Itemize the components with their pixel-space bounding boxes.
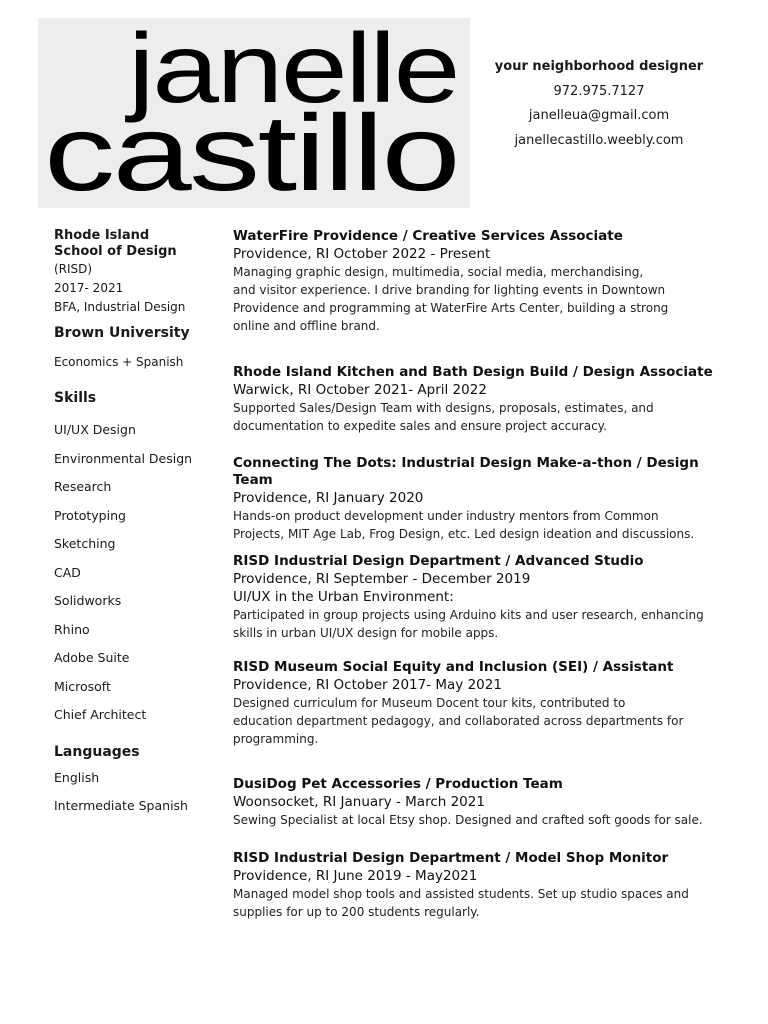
job-description-line: Supported Sales/Design Team with designs, proposals, estimates, and xyxy=(233,401,654,415)
experience-item xyxy=(233,553,733,642)
skill-item: CAD xyxy=(54,564,81,580)
experience-item xyxy=(233,776,733,829)
job-description-line: education department pedagogy, and collaborated across departments for xyxy=(233,714,684,728)
experience-item xyxy=(233,364,733,435)
email-address[interactable]: janelleua@gmail.com xyxy=(528,108,670,123)
name-logo-art xyxy=(38,18,470,208)
job-description-line: Hands-on product development under industry mentors from Common xyxy=(233,509,659,523)
skill-item: Solidworks xyxy=(54,593,122,608)
skill-item: Adobe Suite xyxy=(54,650,130,665)
job-location-date: Providence, RI October 2017- May 2021 xyxy=(233,677,502,693)
job-title: RISD Industrial Design Department / Advanced Studio xyxy=(233,553,644,569)
school-abbr: (RISD) xyxy=(54,262,93,276)
job-location-date: Woonsocket, RI January - March 2021 xyxy=(233,794,485,810)
education-brown xyxy=(54,325,222,372)
skills-section xyxy=(54,390,222,730)
logo-line-1: janelle xyxy=(124,18,458,123)
contact-info xyxy=(474,55,724,153)
logo-line-2: castillo xyxy=(44,92,458,208)
skill-item: Sketching xyxy=(54,536,116,551)
skills-heading: Skills xyxy=(54,390,97,406)
job-location-date: Warwick, RI October 2021- April 2022 xyxy=(233,382,487,398)
skill-item: Rhino xyxy=(54,621,90,637)
job-description-line: supplies for up to 200 students regularly. xyxy=(233,905,480,919)
experience-item xyxy=(233,659,733,748)
languages-heading: Languages xyxy=(54,743,140,760)
job-description xyxy=(233,694,733,748)
job-description-line: Managing graphic design, multimedia, social media, merchandising, xyxy=(233,265,644,279)
education-risd xyxy=(54,228,222,317)
job-description-line: Projects, MIT Age Lab, Frog Design, etc. Led design ideation and discussions. xyxy=(233,527,695,541)
job-description xyxy=(233,606,733,642)
job-title: DusiDog Pet Accessories / Production Team xyxy=(233,776,563,792)
skill-item: Environmental Design xyxy=(54,450,193,466)
languages-section xyxy=(54,744,222,821)
school-degree: BFA, Industrial Design xyxy=(54,300,186,314)
job-description-line: Providence and programming at WaterFire Arts Center, building a strong xyxy=(233,301,669,315)
school-years: 2017- 2021 xyxy=(54,281,124,295)
job-title: RISD Industrial Design Department / Model Shop Monitor xyxy=(233,850,669,866)
job-description-line: programming. xyxy=(233,732,319,746)
job-description xyxy=(233,811,733,829)
skill-item: Prototyping xyxy=(54,507,126,523)
brown-study: Economics + Spanish xyxy=(54,355,184,369)
website-link[interactable]: janellecastillo.weebly.com xyxy=(514,132,684,148)
job-description-line: Sewing Specialist at local Etsy shop. Designed and crafted soft goods for sale. xyxy=(233,813,703,827)
name-logo xyxy=(38,18,470,208)
tagline: your neighborhood designer xyxy=(494,59,704,74)
job-description xyxy=(233,885,733,921)
job-description-line: online and offline brand. xyxy=(233,319,380,333)
job-description xyxy=(233,507,733,543)
job-location-date: Providence, RI September - December 2019 xyxy=(233,571,531,587)
brown-name: Brown University xyxy=(54,325,190,341)
job-description-line: and visitor experience. I drive branding for lighting events in Downtown xyxy=(233,283,666,297)
experience-item xyxy=(233,850,733,921)
job-description-line: skills in urban UI/UX design for mobile apps. xyxy=(233,626,499,640)
skill-item: Chief Architect xyxy=(54,707,147,722)
job-description-line: Designed curriculum for Museum Docent tour kits, contributed to xyxy=(233,696,626,710)
job-description-line: documentation to expedite sales and ensure project accuracy. xyxy=(233,419,607,433)
job-description-line: Managed model shop tools and assisted students. Set up studio spaces and xyxy=(233,887,689,901)
languages-list xyxy=(54,764,222,821)
sidebar xyxy=(54,228,222,821)
job-description xyxy=(233,263,733,335)
experience-item xyxy=(233,228,733,335)
job-title: Rhode Island Kitchen and Bath Design Build / Design Associate xyxy=(233,364,713,380)
phone-number: 972.975.7127 xyxy=(553,83,645,99)
job-description xyxy=(233,399,733,435)
job-title: Connecting The Dots: Industrial Design Make-a-thon / Design Team xyxy=(233,455,699,488)
job-location-date: Providence, RI October 2022 - Present xyxy=(233,246,491,262)
job-title: RISD Museum Social Equity and Inclusion (SEI) / Assistant xyxy=(233,659,674,675)
job-location-date: Providence, RI June 2019 - May2021 xyxy=(233,868,478,884)
job-description-line: Participated in group projects using Arduino kits and user research, enhancing xyxy=(233,608,704,622)
job-subtitle: UI/UX in the Urban Environment: xyxy=(233,589,454,605)
experience-item xyxy=(233,455,733,543)
skill-item: Microsoft xyxy=(54,678,111,694)
language-item: Intermediate Spanish xyxy=(54,798,188,813)
school-name-line-2: School of Design xyxy=(54,244,177,259)
school-name-line-1: Rhode Island xyxy=(54,228,150,243)
job-location-date: Providence, RI January 2020 xyxy=(233,490,424,506)
skill-item: Research xyxy=(54,479,112,494)
skill-item: UI/UX Design xyxy=(54,422,136,437)
language-item: English xyxy=(54,769,100,785)
job-title: WaterFire Providence / Creative Services Associate xyxy=(233,228,623,244)
skills-list xyxy=(54,416,222,730)
